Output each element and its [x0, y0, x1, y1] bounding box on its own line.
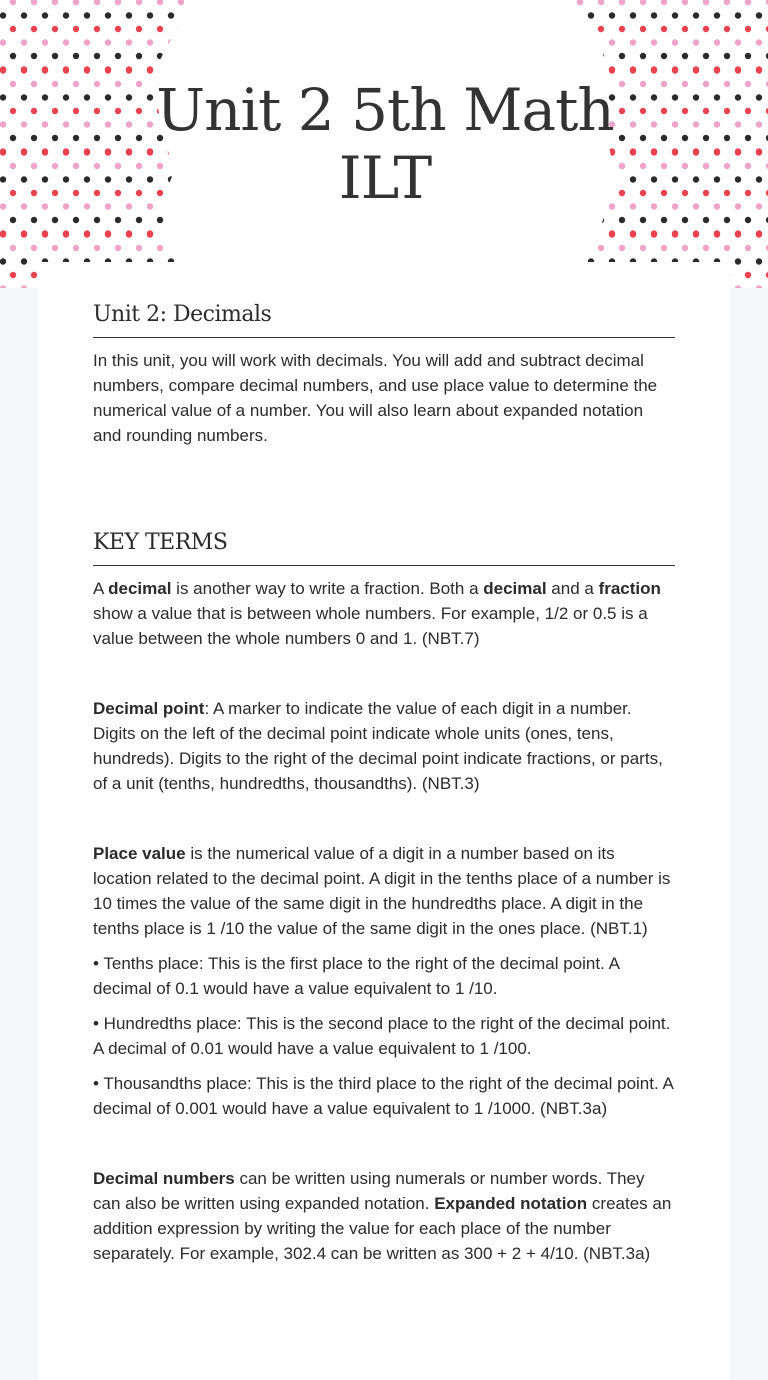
page-title: Unit 2 5th Math ILT — [156, 76, 614, 212]
section-heading-key-terms: KEY TERMS — [93, 530, 675, 566]
header-banner — [0, 0, 768, 288]
content-card — [38, 288, 730, 1380]
bullet-thousandths: • Thousandths place: This is the third place to the right of the decimal point. A decimal of 0.001 would have a value equivalent to 1 /1000. (NBT.3a) — [93, 1074, 673, 1118]
section-heading-unit: Unit 2: Decimals — [93, 302, 675, 338]
bullet-hundredths: • Hundredths place: This is the second place to the right of the decimal point. A decimal of 0.01 would have a value equivalent to 1 /100. — [93, 1014, 671, 1058]
term-place-value: Place value is the numerical value of a digit in a number based on its location related to the decimal point. A digit in the tenths place of a number is 10 times the value of the same digit in the hundredths place. A digit in the tenths place is 1 /10 the value of the same digit in the ones place. (NBT.1) — [93, 844, 671, 938]
term-decimal-point: Decimal point: A marker to indicate the value of each digit in a number. Digits on the left of the decimal point indicate whole units (ones, tens, hundreds). Digits to the right of the decimal point indicate fractions, or parts, of a unit (tenths, hundredths, thousandths). (NBT.3) — [93, 699, 663, 793]
unit-description: In this unit, you will work with decimals. You will add and subtract decimal numbers, compare decimal numbers, and use place value to determine the numerical value of a number. You will also learn about expanded notation and rounding numbers. — [93, 351, 658, 445]
term-decimal-numbers: Decimal numbers can be written using numerals or number words. They can also be written using expanded notation. Expanded notation creates an addition expression by writing the value for each place of the number separately. For example, 302.4 can be written as 300 + 2 + 4/10. (NBT.3a) — [93, 1169, 672, 1263]
bullet-tenths: • Tenths place: This is the first place to the right of the decimal point. A decimal of 0.1 would have a value equivalent to 1 /10. — [93, 954, 620, 998]
term-decimal: A decimal is another way to write a fraction. Both a decimal and a fraction show a value that is between whole numbers. For example, 1/2 or 0.5 is a value between the whole numbers 0 and 1. (NBT.7) — [93, 579, 661, 648]
